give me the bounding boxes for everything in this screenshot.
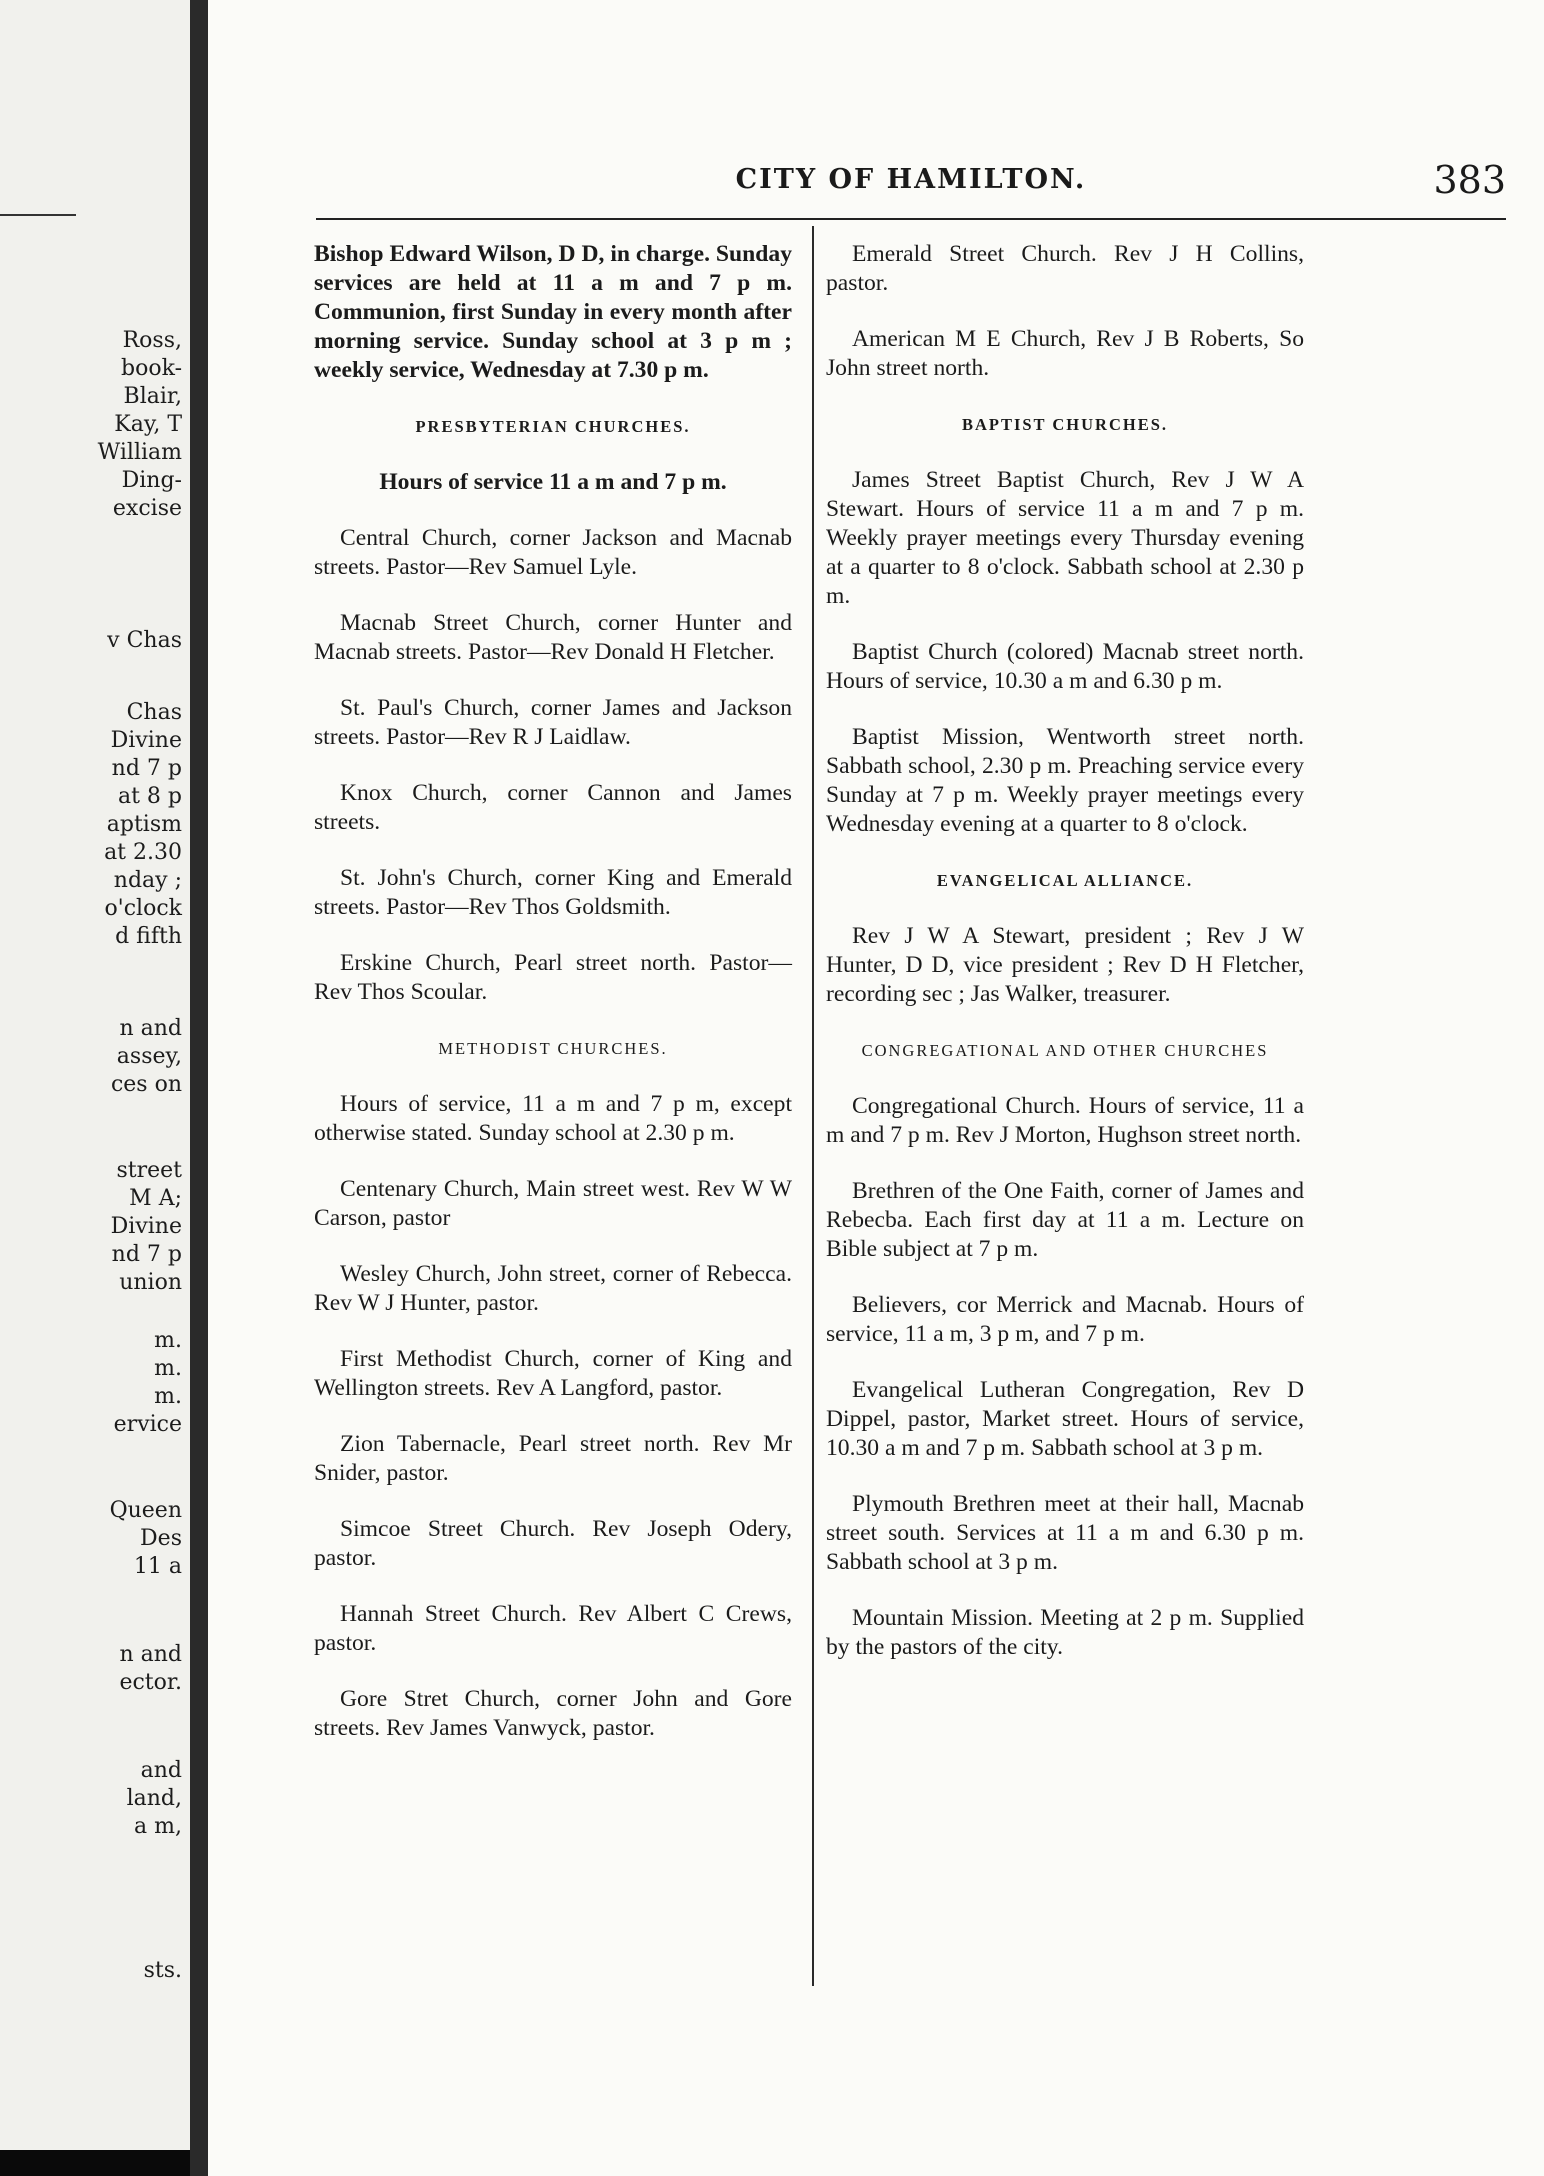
section-heading-baptist: BAPTIST CHURCHES.	[961, 415, 1169, 434]
previous-page-fragment: d fifth	[115, 924, 182, 949]
previous-page-fragment: Kay, T	[114, 412, 182, 437]
church-entry: Central Church, corner Jackson and Macnab streets. Pastor—Rev Samuel Lyle.	[314, 525, 792, 580]
section-heading-congregational: CONGREGATIONAL AND OTHER CHURCHES	[861, 1041, 1269, 1060]
previous-page-fragment: o'clock	[104, 896, 182, 921]
previous-page-fragment: and	[140, 1758, 182, 1783]
previous-page-fragment: land,	[126, 1786, 182, 1811]
previous-page-fragment: nd 7 p	[111, 1242, 182, 1267]
alliance-entry: Rev J W A Stewart, president ; Rev J W Hunter, D D, vice president ; Rev D H Fletcher, recording sec ; Jas Walker, treasurer.	[826, 923, 1304, 1007]
previous-page-fragment: v Chas	[107, 628, 182, 653]
previous-page-fragment: n and	[119, 1016, 182, 1041]
church-entry: Plymouth Brethren meet at their hall, Macnab street south. Services at 11 a m and 6.30 p m. Sabbath school at 3 p m.	[826, 1491, 1304, 1575]
book-spine	[190, 0, 208, 2176]
church-entry: Mountain Mission. Meeting at 2 p m. Supplied by the pastors of the city.	[826, 1605, 1304, 1660]
church-entry: Macnab Street Church, corner Hunter and Macnab streets. Pastor—Rev Donald H Fletcher.	[314, 610, 792, 665]
section-heading-methodist: METHODIST CHURCHES.	[438, 1039, 668, 1058]
previous-page-fragment: union	[119, 1270, 182, 1295]
church-entry: St. Paul's Church, corner James and Jackson streets. Pastor—Rev R J Laidlaw.	[314, 695, 792, 750]
right-column	[826, 240, 1304, 1689]
running-head: CITY OF HAMILTON.	[735, 164, 1087, 195]
previous-page-fragment: sts.	[143, 1958, 182, 1983]
previous-page-fragment: m.	[154, 1328, 182, 1353]
church-entry: James Street Baptist Church, Rev J W A Stewart. Hours of service 11 a m and 7 p m. Weekly prayer meetings every Thursday evening at a quarter to 8 o'clock. Sabbath school at 2.30 p m.	[826, 467, 1304, 609]
previous-page-fragment: ector.	[119, 1670, 182, 1695]
previous-page-fragment: Ross,	[122, 328, 182, 353]
previous-page-fragment: n and	[119, 1642, 182, 1667]
previous-page-fragment: assey,	[116, 1044, 182, 1069]
church-entry: Knox Church, corner Cannon and James streets.	[314, 780, 792, 835]
previous-page-fragment: Blair,	[123, 384, 182, 409]
church-entry: Congregational Church. Hours of service, 11 a m and 7 p m. Rev J Morton, Hughson street north.	[826, 1093, 1304, 1148]
church-entry: Gore Stret Church, corner John and Gore streets. Rev James Vanwyck, pastor.	[314, 1686, 792, 1741]
previous-page-rule	[0, 214, 76, 216]
previous-page-fragment: Ding-	[121, 468, 182, 493]
previous-page-fragment: M A;	[129, 1186, 182, 1211]
previous-page-edge	[0, 0, 193, 2150]
header-rule	[316, 218, 1506, 220]
previous-page-fragment: m.	[154, 1384, 182, 1409]
church-entry: Erskine Church, Pearl street north. Pastor—Rev Thos Scoular.	[314, 950, 792, 1005]
previous-page-fragment: Chas	[126, 700, 182, 725]
previous-page-fragment: ces on	[110, 1072, 182, 1097]
bishop-paragraph: Bishop Edward Wilson, D D, in charge. Sunday services are held at 11 a m and 7 p m. Communion, first Sunday in every month after morning service. Sunday school at 3 p m ; weekly service, Wednesday at 7.30 p m.	[314, 241, 792, 383]
section-heading-evangelical: EVANGELICAL ALLIANCE.	[936, 871, 1194, 890]
church-entry: Believers, cor Merrick and Macnab. Hours of service, 11 a m, 3 p m, and 7 p m.	[826, 1292, 1304, 1347]
church-entry: American M E Church, Rev J B Roberts, So John street north.	[826, 326, 1304, 381]
church-entry: Baptist Mission, Wentworth street north. Sabbath school, 2.30 p m. Preaching service every Sunday at 7 p m. Weekly prayer meetings every Wednesday evening at a quarter to 8 o'clock.	[826, 724, 1304, 837]
church-entry: St. John's Church, corner King and Emerald streets. Pastor—Rev Thos Goldsmith.	[314, 865, 792, 920]
page-number: 383	[1433, 158, 1506, 202]
previous-page-fragment: at 8 p	[117, 784, 182, 809]
previous-page-fragment: m.	[154, 1356, 182, 1381]
previous-page-fragment: excise	[112, 496, 182, 521]
church-entry: Hannah Street Church. Rev Albert C Crews, pastor.	[314, 1601, 792, 1656]
page-header	[316, 158, 1506, 208]
church-entry: Simcoe Street Church. Rev Joseph Odery, pastor.	[314, 1516, 792, 1571]
previous-page-fragment: Divine	[110, 1214, 182, 1239]
church-entry: First Methodist Church, corner of King and Wellington streets. Rev A Langford, pastor.	[314, 1346, 792, 1401]
previous-page-fragment: William	[97, 440, 182, 465]
church-entry: Zion Tabernacle, Pearl street north. Rev Mr Snider, pastor.	[314, 1431, 792, 1486]
left-column	[314, 240, 792, 1770]
church-entry: Evangelical Lutheran Congregation, Rev D Dippel, pastor, Market street. Hours of service, 10.30 a m and 7 p m. Sabbath school at 3 p m.	[826, 1377, 1304, 1461]
previous-page-fragment: at 2.30	[104, 840, 182, 865]
previous-page-fragment: street	[116, 1158, 182, 1183]
church-entry: Centenary Church, Main street west. Rev W W Carson, pastor	[314, 1176, 792, 1231]
church-entry: Wesley Church, John street, corner of Rebecca. Rev W J Hunter, pastor.	[314, 1261, 792, 1316]
previous-page-fragment: Divine	[110, 728, 182, 753]
document-page	[208, 0, 1544, 2176]
previous-page-fragment: aptism	[106, 812, 182, 837]
previous-page-fragment: book-	[121, 356, 182, 381]
church-entry: Brethren of the One Faith, corner of James and Rebecba. Each first day at 11 a m. Lecture on Bible subject at 7 p m.	[826, 1178, 1304, 1262]
previous-page-fragment: Queen	[109, 1498, 182, 1523]
previous-page-fragment: a m,	[134, 1814, 182, 1839]
church-entry: Emerald Street Church. Rev J H Collins, pastor.	[826, 241, 1304, 296]
previous-page-fragment: 11 a	[133, 1554, 182, 1579]
previous-page-fragment: nday ;	[113, 868, 182, 893]
presbyterian-hours: Hours of service 11 a m and 7 p m.	[379, 469, 727, 495]
methodist-hours: Hours of service, 11 a m and 7 p m, except otherwise stated. Sunday school at 2.30 p m.	[314, 1091, 792, 1146]
previous-page-fragment: Des	[140, 1526, 182, 1551]
section-heading-presbyterian: PRESBYTERIAN CHURCHES.	[415, 417, 691, 436]
previous-page-fragment: ervice	[113, 1412, 182, 1437]
column-divider	[812, 226, 814, 1986]
previous-page-fragment: nd 7 p	[111, 756, 182, 781]
church-entry: Baptist Church (colored) Macnab street north. Hours of service, 10.30 a m and 6.30 p m.	[826, 639, 1304, 694]
